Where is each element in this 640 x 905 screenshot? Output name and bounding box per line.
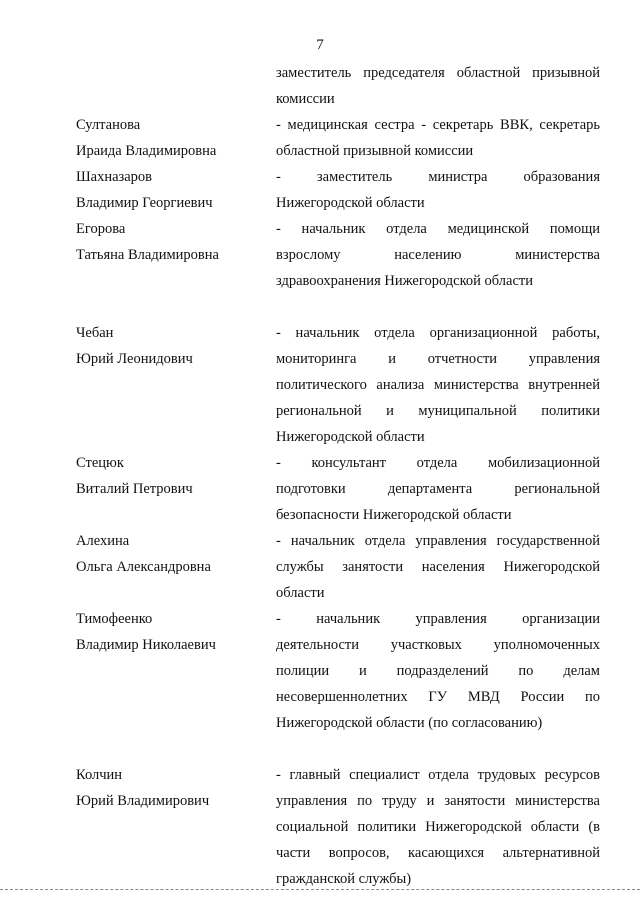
role-line: мониторинга и отчетности управления (276, 351, 600, 367)
member-given-names (76, 86, 276, 112)
member-role (276, 112, 600, 164)
member-name (76, 528, 276, 606)
role-line: здравоохранения Нижегородской области (276, 273, 533, 289)
member-surname: Колчин (76, 767, 123, 783)
role-line: подготовки департамента региональной (276, 481, 600, 497)
role-line: полиции и подразделений по делам (276, 663, 600, 679)
role-line: области (276, 585, 325, 601)
role-line: областной призывной комиссии (276, 143, 474, 159)
member-role (276, 606, 600, 736)
member-role (276, 528, 600, 606)
member-surname: Тимофеенко (76, 611, 153, 627)
role-line: безопасности Нижегородской области (276, 507, 512, 523)
member-entry (76, 606, 600, 736)
page-number: 7 (316, 37, 324, 53)
member-role (276, 216, 600, 294)
member-role (276, 320, 600, 450)
role-line: заместитель председателя областной призывной (276, 65, 600, 81)
member-given-names: Ираида Владимировна (76, 143, 217, 159)
member-role (276, 164, 600, 216)
role-line: части вопросов, касающихся альтернативной (276, 845, 600, 861)
member-role (276, 450, 600, 528)
role-line: - медицинская сестра - секретарь ВВК, секретарь (276, 117, 600, 133)
member-name (76, 60, 276, 112)
member-given-names: Владимир Георгиевич (76, 195, 213, 211)
role-line: - главный специалист отдела трудовых ресурсов (276, 767, 600, 783)
role-line: - консультант отдела мобилизационной (276, 455, 600, 471)
member-role (276, 762, 600, 892)
role-line: - заместитель министра образования (276, 169, 600, 185)
scan-edge-rule (0, 889, 640, 890)
role-line: несовершеннолетних ГУ МВД России по (276, 689, 600, 705)
member-surname: Алехина (76, 533, 130, 549)
member-surname (76, 60, 276, 86)
role-line: комиссии (276, 91, 335, 107)
member-name (76, 450, 276, 528)
role-line: гражданской службы) (276, 871, 412, 887)
commission-member-list (76, 60, 600, 892)
member-name (76, 112, 276, 164)
role-line: взрослому населению министерства (276, 247, 600, 263)
member-entry (76, 762, 600, 892)
role-line: политического анализа министерства внутренней (276, 377, 600, 393)
member-name (76, 216, 276, 294)
role-line: - начальник отдела организационной работы, (276, 325, 600, 341)
role-line: службы занятости населения Нижегородской (276, 559, 600, 575)
member-name (76, 762, 276, 892)
member-given-names: Ольга Александровна (76, 559, 211, 575)
member-entry (76, 164, 600, 216)
member-name (76, 320, 276, 450)
member-entry (76, 112, 600, 164)
role-line: региональной и муниципальной политики (276, 403, 600, 419)
member-surname: Султанова (76, 117, 141, 133)
member-surname: Шахназаров (76, 169, 153, 185)
member-given-names: Татьяна Владимировна (76, 247, 219, 263)
member-entry (76, 216, 600, 294)
member-given-names: Виталий Петрович (76, 481, 193, 497)
member-surname: Чебан (76, 325, 114, 341)
role-line: социальной политики Нижегородской области (в (276, 819, 600, 835)
role-line: деятельности участковых уполномоченных (276, 637, 600, 653)
member-surname: Стецюк (76, 455, 124, 471)
member-entry (76, 60, 600, 112)
member-role (276, 60, 600, 112)
member-given-names: Юрий Леонидович (76, 351, 193, 367)
role-line: управления по труду и занятости министерства (276, 793, 600, 809)
role-line: - начальник управления организации (276, 611, 600, 627)
member-name (76, 164, 276, 216)
member-name (76, 606, 276, 736)
member-entry (76, 320, 600, 450)
role-line: Нижегородской области (276, 429, 425, 445)
member-given-names: Юрий Владимирович (76, 793, 210, 809)
member-given-names: Владимир Николаевич (76, 637, 216, 653)
role-line: Нижегородской области (по согласованию) (276, 715, 543, 731)
role-line: - начальник отдела управления государственной (276, 533, 600, 549)
member-entry (76, 528, 600, 606)
member-entry (76, 450, 600, 528)
member-surname: Егорова (76, 221, 126, 237)
role-line: - начальник отдела медицинской помощи (276, 221, 600, 237)
role-line: Нижегородской области (276, 195, 425, 211)
